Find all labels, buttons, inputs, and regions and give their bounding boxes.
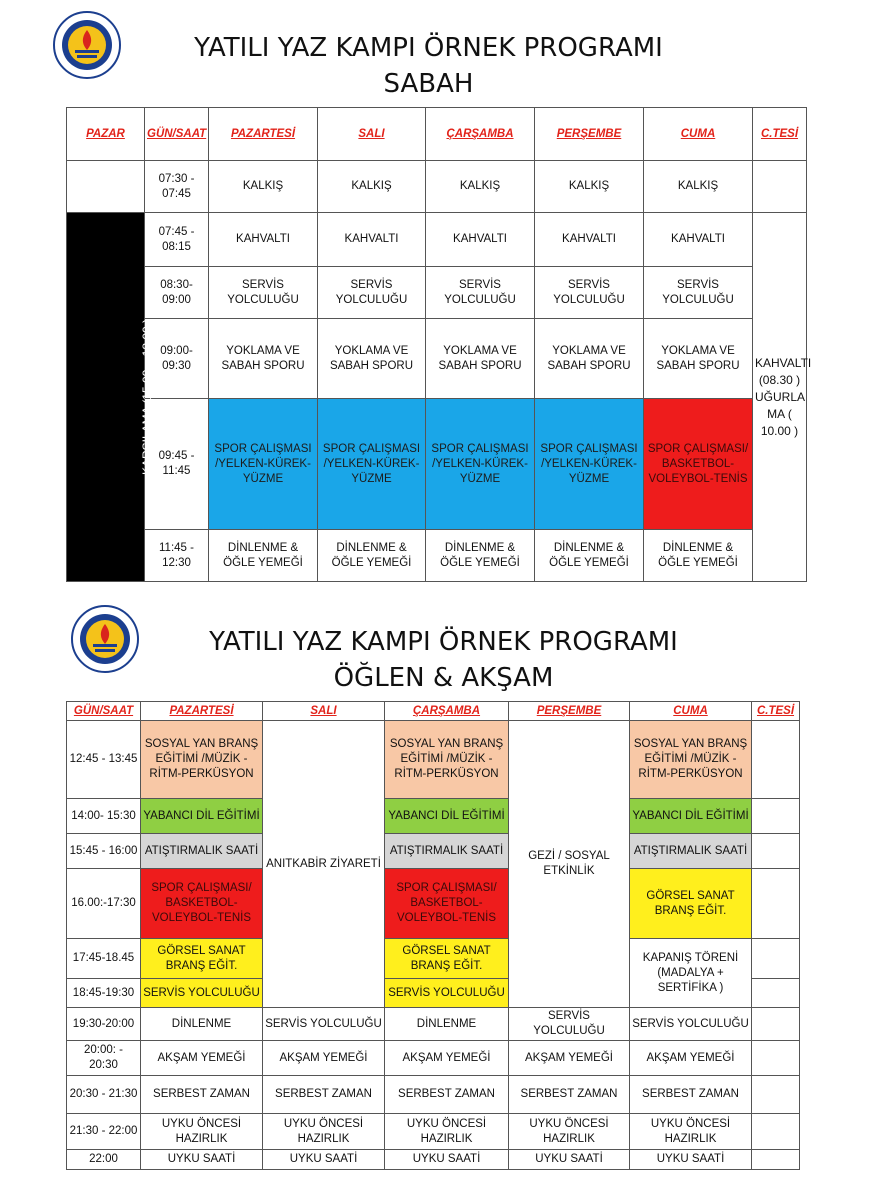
empty-cell xyxy=(752,799,800,834)
snack-cell: ATIŞTIRMALIK SAATİ xyxy=(141,834,263,869)
activity-cell: YOKLAMA VE SABAH SPORU xyxy=(644,319,753,399)
visual-art-cell: GÖRSEL SANAT BRANŞ EĞİT. xyxy=(385,939,509,979)
activity-cell: DİNLENME & ÖĞLE YEMEĞİ xyxy=(535,530,644,582)
evening-title-line2: ÖĞLEN & AKŞAM xyxy=(333,663,554,693)
activity-cell: DİNLENME & ÖĞLE YEMEĞİ xyxy=(644,530,753,582)
header-sali: SALI xyxy=(263,702,385,721)
time-cell: 16.00:-17:30 xyxy=(67,869,141,939)
activity-cell: KALKIŞ xyxy=(426,161,535,213)
empty-cell xyxy=(752,1076,800,1114)
table-row xyxy=(67,161,807,213)
social-branch-cell: SOSYAL YAN BRANŞ EĞİTİMİ /MÜZİK - RİTM-PERKÜSYON xyxy=(141,721,263,799)
language-cell: YABANCI DİL EĞİTİMİ xyxy=(630,799,752,834)
social-branch-cell: SOSYAL YAN BRANŞ EĞİTİMİ /MÜZİK - RİTM-PERKÜSYON xyxy=(385,721,509,799)
header-ctesi: C.TESİ xyxy=(752,702,800,721)
sport-sailing-cell: SPOR ÇALIŞMASI /YELKEN-KÜREK-YÜZME xyxy=(426,399,535,530)
shuttle-cell: SERVİS YOLCULUĞU xyxy=(385,979,509,1008)
morning-title-line1: YATILI YAZ KAMPI ÖRNEK PROGRAMI xyxy=(194,33,663,63)
activity-cell: DİNLENME xyxy=(385,1008,509,1041)
activity-cell: AKŞAM YEMEĞİ xyxy=(385,1041,509,1076)
snack-cell: ATIŞTIRMALIK SAATİ xyxy=(385,834,509,869)
sport-basketball-cell: SPOR ÇALIŞMASI/ BASKETBOL-VOLEYBOL-TENİS xyxy=(644,399,753,530)
table-row xyxy=(67,721,800,799)
header-pazartesi: PAZARTESİ xyxy=(209,108,318,161)
morning-header-row xyxy=(67,108,807,161)
activity-cell: YOKLAMA VE SABAH SPORU xyxy=(426,319,535,399)
activity-cell: KAHVALTI xyxy=(535,213,644,267)
visual-art-cell: GÖRSEL SANAT BRANŞ EĞİT. xyxy=(630,869,752,939)
header-sali: SALI xyxy=(318,108,426,161)
time-cell: 18:45-19:30 xyxy=(67,979,141,1008)
header-carsamba: ÇARŞAMBA xyxy=(385,702,509,721)
empty-cell xyxy=(752,869,800,939)
activity-cell: UYKU SAATİ xyxy=(630,1150,752,1170)
activity-cell: KALKIŞ xyxy=(644,161,753,213)
table-row xyxy=(67,319,807,399)
table-row xyxy=(67,1076,800,1114)
activity-cell: AKŞAM YEMEĞİ xyxy=(509,1041,630,1076)
activity-cell: UYKU ÖNCESİ HAZIRLIK xyxy=(630,1114,752,1150)
morning-schedule-table xyxy=(66,107,812,582)
table-row xyxy=(67,1041,800,1076)
activity-cell: UYKU SAATİ xyxy=(263,1150,385,1170)
table-row xyxy=(67,834,800,869)
activity-cell: UYKU ÖNCESİ HAZIRLIK xyxy=(509,1114,630,1150)
activity-cell: SERBEST ZAMAN xyxy=(630,1076,752,1114)
sport-sailing-cell: SPOR ÇALIŞMASI /YELKEN-KÜREK-YÜZME xyxy=(535,399,644,530)
time-cell: 17:45-18.45 xyxy=(67,939,141,979)
table-row xyxy=(67,399,807,530)
sport-sailing-cell: SPOR ÇALIŞMASI /YELKEN-KÜREK-YÜZME xyxy=(318,399,426,530)
shuttle-cell: SERVİS YOLCULUĞU xyxy=(141,979,263,1008)
time-cell: 15:45 - 16:00 xyxy=(67,834,141,869)
visual-art-cell: GÖRSEL SANAT BRANŞ EĞİT. xyxy=(141,939,263,979)
time-cell: 20:30 - 21:30 xyxy=(67,1076,141,1114)
activity-cell: KAHVALTI xyxy=(644,213,753,267)
activity-cell: UYKU SAATİ xyxy=(141,1150,263,1170)
empty-cell xyxy=(752,939,800,979)
time-cell: 07:30 - 07:45 xyxy=(145,161,209,213)
sunday-welcome-label: KARŞILAMA (15.00 – 18.00 ) xyxy=(140,318,155,475)
evening-header-row xyxy=(67,702,800,721)
sport-basketball-cell: SPOR ÇALIŞMASI/ BASKETBOL-VOLEYBOL-TENİS xyxy=(385,869,509,939)
sport-basketball-cell: SPOR ÇALIŞMASI/ BASKETBOL-VOLEYBOL-TENİS xyxy=(141,869,263,939)
empty-cell xyxy=(67,161,145,213)
activity-cell: UYKU ÖNCESİ HAZIRLIK xyxy=(141,1114,263,1150)
activity-cell: YOKLAMA VE SABAH SPORU xyxy=(318,319,426,399)
header-persembe: PERŞEMBE xyxy=(509,702,630,721)
language-cell: YABANCI DİL EĞİTİMİ xyxy=(385,799,509,834)
table-row xyxy=(67,267,807,319)
activity-cell: AKŞAM YEMEĞİ xyxy=(141,1041,263,1076)
activity-cell: DİNLENME xyxy=(141,1008,263,1041)
activity-cell: UYKU SAATİ xyxy=(385,1150,509,1170)
header-gun-saat: GÜN/SAAT xyxy=(67,702,141,721)
table-row xyxy=(67,939,800,979)
empty-cell xyxy=(752,1114,800,1150)
empty-cell xyxy=(753,161,807,213)
evening-schedule-table xyxy=(66,701,800,1170)
language-cell: YABANCI DİL EĞİTİMİ xyxy=(141,799,263,834)
time-cell: 20:00: - 20:30 xyxy=(67,1041,141,1076)
table-row xyxy=(67,869,800,939)
activity-cell: KALKIŞ xyxy=(209,161,318,213)
trip-social-cell: GEZİ / SOSYAL ETKİNLİK xyxy=(509,721,630,1008)
header-cuma: CUMA xyxy=(630,702,752,721)
header-cuma: CUMA xyxy=(644,108,753,161)
empty-cell xyxy=(752,1008,800,1041)
time-cell: 14:00- 15:30 xyxy=(67,799,141,834)
activity-cell: DİNLENME & ÖĞLE YEMEĞİ xyxy=(209,530,318,582)
activity-cell: SERBEST ZAMAN xyxy=(509,1076,630,1114)
activity-cell: KALKIŞ xyxy=(535,161,644,213)
empty-cell xyxy=(752,721,800,799)
evening-title-line1: YATILI YAZ KAMPI ÖRNEK PROGRAMI xyxy=(209,627,678,657)
empty-cell xyxy=(752,979,800,1008)
header-pazar: PAZAR xyxy=(67,108,145,161)
empty-cell xyxy=(752,834,800,869)
activity-cell: KAHVALTI xyxy=(426,213,535,267)
snack-cell: ATIŞTIRMALIK SAATİ xyxy=(630,834,752,869)
header-ctesi: C.TESİ xyxy=(753,108,807,161)
activity-cell: SERVİS YOLCULUĞU xyxy=(644,267,753,319)
header-persembe: PERŞEMBE xyxy=(535,108,644,161)
activity-cell: SERVİS YOLCULUĞU xyxy=(509,1008,630,1041)
activity-cell: KAHVALTI xyxy=(318,213,426,267)
time-cell: 22:00 xyxy=(67,1150,141,1170)
activity-cell: SERBEST ZAMAN xyxy=(385,1076,509,1114)
activity-cell: AKŞAM YEMEĞİ xyxy=(263,1041,385,1076)
activity-cell: UYKU ÖNCESİ HAZIRLIK xyxy=(263,1114,385,1150)
time-cell: 09:45 - 11:45 xyxy=(145,399,209,530)
activity-cell: YOKLAMA VE SABAH SPORU xyxy=(535,319,644,399)
morning-title-line2: SABAH xyxy=(383,69,474,99)
sport-sailing-cell: SPOR ÇALIŞMASI /YELKEN-KÜREK-YÜZME xyxy=(209,399,318,530)
header-carsamba: ÇARŞAMBA xyxy=(426,108,535,161)
anitkabir-visit-cell: ANITKABİR ZİYARETİ xyxy=(263,721,385,1008)
activity-cell: SERVİS YOLCULUĞU xyxy=(426,267,535,319)
activity-cell: SERBEST ZAMAN xyxy=(263,1076,385,1114)
table-row xyxy=(67,530,807,582)
header-gun-saat: GÜN/SAAT xyxy=(145,108,209,161)
table-row xyxy=(67,1114,800,1150)
activity-cell: DİNLENME & ÖĞLE YEMEĞİ xyxy=(426,530,535,582)
time-cell: 11:45 - 12:30 xyxy=(145,530,209,582)
table-row xyxy=(67,213,807,267)
table-row xyxy=(67,1008,800,1041)
closing-ceremony-cell: KAPANIŞ TÖRENİ (MADALYA + SERTİFİKA ) xyxy=(630,939,752,1008)
activity-cell: UYKU SAATİ xyxy=(509,1150,630,1170)
sunday-welcome-cell xyxy=(67,213,155,582)
activity-cell: SERVİS YOLCULUĞU xyxy=(209,267,318,319)
table-row xyxy=(67,1150,800,1170)
activity-cell: YOKLAMA VE SABAH SPORU xyxy=(209,319,318,399)
activity-cell: DİNLENME & ÖĞLE YEMEĞİ xyxy=(318,530,426,582)
saturday-breakfast-cell: KAHVALTI (08.30 ) UĞURLA MA ( 10.00 ) xyxy=(753,213,807,582)
activity-cell: SERBEST ZAMAN xyxy=(141,1076,263,1114)
activity-cell: SERVİS YOLCULUĞU xyxy=(630,1008,752,1041)
activity-cell: UYKU ÖNCESİ HAZIRLIK xyxy=(385,1114,509,1150)
header-pazartesi: PAZARTESİ xyxy=(141,702,263,721)
activity-cell: SERVİS YOLCULUĞU xyxy=(535,267,644,319)
time-cell: 21:30 - 22:00 xyxy=(67,1114,141,1150)
empty-cell xyxy=(752,1041,800,1076)
time-cell: 19:30-20:00 xyxy=(67,1008,141,1041)
activity-cell: SERVİS YOLCULUĞU xyxy=(263,1008,385,1041)
table-row xyxy=(67,799,800,834)
time-cell: 07:45 - 08:15 xyxy=(145,213,209,267)
time-cell: 09:00- 09:30 xyxy=(145,319,209,399)
time-cell: 12:45 - 13:45 xyxy=(67,721,141,799)
empty-cell xyxy=(752,1150,800,1170)
social-branch-cell: SOSYAL YAN BRANŞ EĞİTİMİ /MÜZİK - RİTM-PERKÜSYON xyxy=(630,721,752,799)
activity-cell: SERVİS YOLCULUĞU xyxy=(318,267,426,319)
activity-cell: KAHVALTI xyxy=(209,213,318,267)
activity-cell: AKŞAM YEMEĞİ xyxy=(630,1041,752,1076)
activity-cell: KALKIŞ xyxy=(318,161,426,213)
time-cell: 08:30- 09:00 xyxy=(145,267,209,319)
